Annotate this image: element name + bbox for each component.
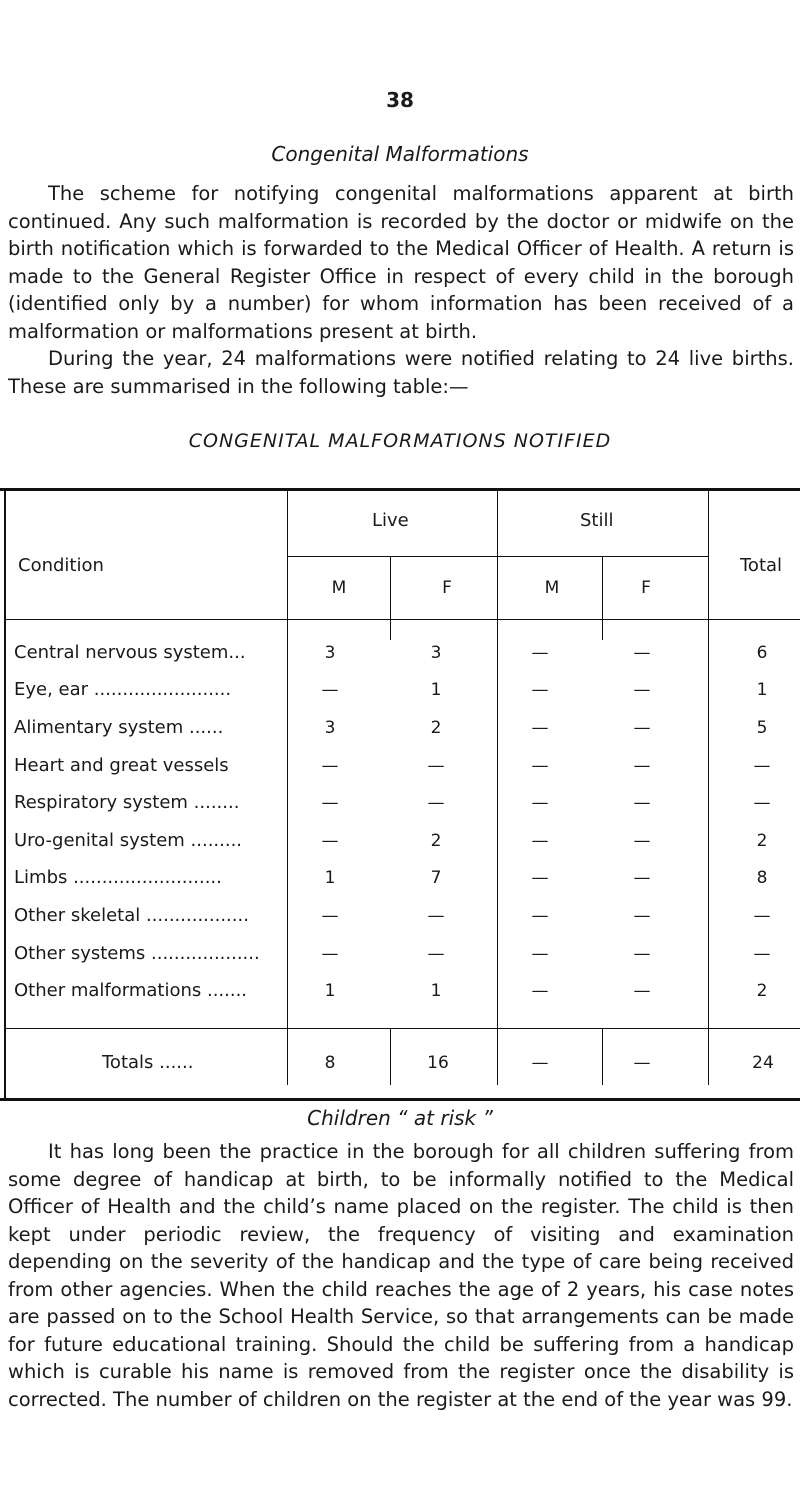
- row-label: Other malformations .......: [14, 980, 248, 1001]
- cell-still-f: —: [633, 718, 651, 738]
- cell-still-m: —: [531, 868, 549, 888]
- header-condition: Condition: [18, 555, 104, 576]
- cell-live-f: —: [427, 793, 445, 813]
- cell-live-m: —: [321, 680, 339, 700]
- cell-total: —: [753, 944, 771, 964]
- children-at-risk-text: [8, 1138, 794, 1413]
- row-label: Eye, ear ........................: [14, 679, 232, 700]
- row-label: Uro-genital system .........: [14, 830, 243, 851]
- cell-still-m: —: [531, 831, 549, 851]
- header-total: Total: [740, 555, 783, 576]
- cell-still-f: —: [633, 756, 651, 776]
- cell-live-f: 2: [430, 831, 442, 851]
- cell-live-m: —: [321, 906, 339, 926]
- header-still: Still: [580, 510, 614, 531]
- cell-still-f: —: [633, 831, 651, 851]
- cell-live-f: 1: [430, 680, 442, 700]
- cell-live-m: 1: [324, 868, 336, 888]
- cell-total: 6: [756, 643, 768, 663]
- cell-still-m: —: [531, 680, 549, 700]
- cell-live-f: 3: [430, 643, 442, 663]
- cell-live-f: 1: [430, 981, 442, 1001]
- totals-total: 24: [752, 1053, 774, 1073]
- row-label: Other skeletal ..................: [14, 905, 249, 926]
- cell-total: —: [753, 906, 771, 926]
- cell-still-m: —: [531, 643, 549, 663]
- header-still-f: F: [641, 578, 651, 598]
- cell-live-f: —: [427, 906, 445, 926]
- header-still-m: M: [544, 578, 560, 598]
- cell-still-f: —: [633, 680, 651, 700]
- cell-still-f: —: [633, 906, 651, 926]
- totals-live-f: 16: [427, 1053, 449, 1073]
- cell-still-m: —: [531, 756, 549, 776]
- cell-live-f: —: [427, 756, 445, 776]
- cell-live-m: —: [321, 793, 339, 813]
- cell-total: 1: [756, 680, 768, 700]
- row-label: Limbs ..........................: [14, 867, 222, 888]
- header-live: Live: [372, 510, 409, 531]
- header-live-f: F: [442, 578, 452, 598]
- cell-still-f: —: [633, 944, 651, 964]
- cell-live-m: 3: [324, 643, 336, 663]
- intro-paragraph-2: During the year, 24 malformations were notified relating to 24 live births. These are summarised in the following table:—: [8, 347, 794, 398]
- cell-still-m: —: [531, 906, 549, 926]
- cell-still-f: —: [633, 981, 651, 1001]
- totals-live-m: 8: [324, 1053, 336, 1073]
- section-title-congenital: Congenital Malformations: [271, 142, 529, 166]
- row-label: Alimentary system ......: [14, 717, 224, 738]
- row-label: Heart and great vessels: [14, 755, 229, 776]
- header-live-m: M: [331, 578, 347, 598]
- totals-still-f: —: [633, 1053, 651, 1073]
- cell-still-f: —: [633, 868, 651, 888]
- cell-live-m: —: [321, 831, 339, 851]
- cell-total: 8: [756, 868, 768, 888]
- cell-total: 5: [756, 718, 768, 738]
- cell-total: —: [753, 793, 771, 813]
- cell-live-f: 7: [430, 868, 442, 888]
- row-label: Central nervous system...: [14, 642, 246, 663]
- row-label: Respiratory system ........: [14, 792, 240, 813]
- children-at-risk-paragraph: It has long been the practice in the borough for all children suffering from some degree of handicap at birth, to be informally notified to the Medical Officer of Health and the child’s name placed on the register. The child is then kept under periodic review, the frequency of visiting and examination depending on the severity of the handicap and the type of care being received from other agencies. When the child reaches the age of 2 years, his case notes are passed on to the School Health Service, so that arrangements can be made for future educational training. Should the child be suffering from a handicap which is curable his name is removed from the register once the disability is corrected. The number of children on the register at the end of the year was 99.: [8, 1140, 794, 1411]
- cell-live-f: 2: [430, 718, 442, 738]
- cell-total: 2: [756, 831, 768, 851]
- table-title: CONGENITAL MALFORMATIONS NOTIFIED: [188, 430, 612, 452]
- cell-total: —: [753, 756, 771, 776]
- totals-label: Totals ......: [102, 1052, 194, 1073]
- cell-live-m: 3: [324, 718, 336, 738]
- section-title-children-at-risk: Children “ at risk ”: [307, 1106, 493, 1130]
- cell-still-m: —: [531, 793, 549, 813]
- cell-live-m: —: [321, 756, 339, 776]
- cell-still-m: —: [531, 944, 549, 964]
- cell-still-f: —: [633, 643, 651, 663]
- intro-paragraph-1: The scheme for notifying congenital malformations apparent at birth continued. Any such malformation is recorded by the doctor or midwife on the birth notification which is forwarded to the Medical Officer of Health. A return is made to the General Register Office in respect of every child in the borough (identified only by a number) for whom information has been received of a malformation or malformations present at birth.: [8, 182, 794, 343]
- page-number: 38: [386, 88, 414, 112]
- cell-live-m: 1: [324, 981, 336, 1001]
- cell-still-m: —: [531, 718, 549, 738]
- totals-still-m: —: [531, 1053, 549, 1073]
- cell-still-f: —: [633, 793, 651, 813]
- cell-live-m: —: [321, 944, 339, 964]
- cell-live-f: —: [427, 944, 445, 964]
- cell-total: 2: [756, 981, 768, 1001]
- row-label: Other systems ...................: [14, 943, 260, 964]
- cell-still-m: —: [531, 981, 549, 1001]
